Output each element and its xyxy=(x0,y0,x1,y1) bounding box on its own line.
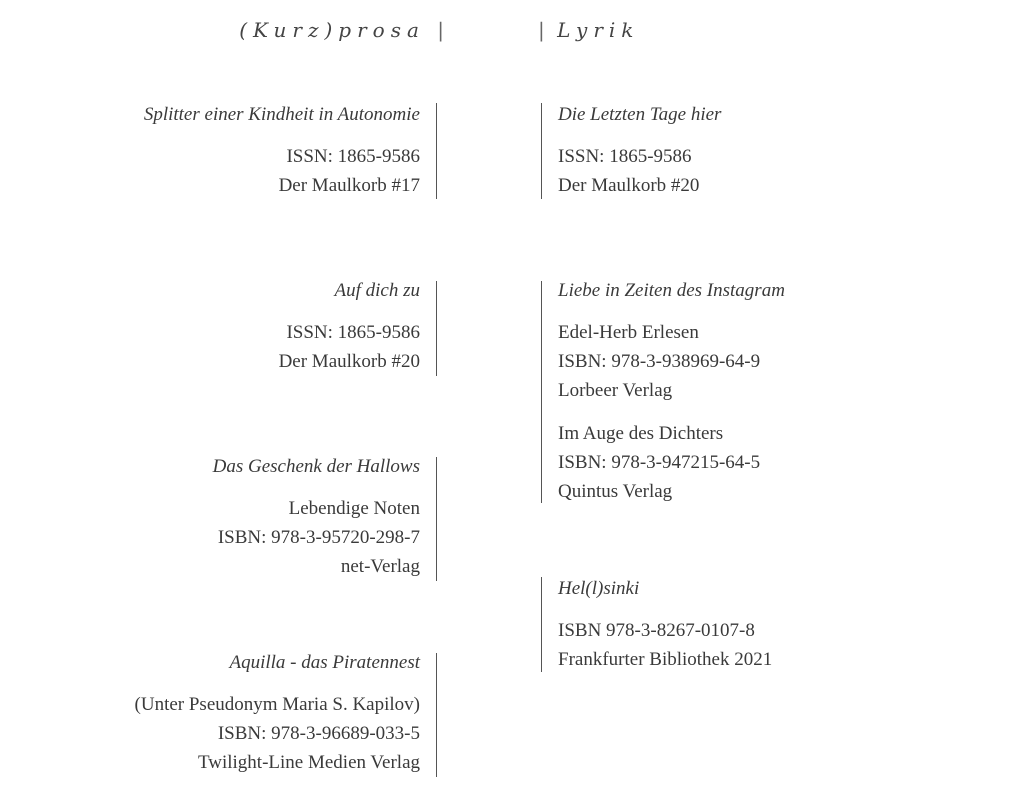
entry-line: ISBN: 978-3-96689-033-5 xyxy=(217,723,420,744)
lyrik-entry xyxy=(558,100,721,200)
entry-title: Liebe in Zeiten des Instagram xyxy=(558,280,785,301)
entry-title: Das Geschenk der Hallows xyxy=(212,456,420,477)
entry-title: Aquilla - das Piratennest xyxy=(229,652,420,673)
entry-line: (Unter Pseudonym Maria S. Kapilov) xyxy=(134,694,420,715)
entry-line: ISBN: 978-3-95720-298-7 xyxy=(217,527,420,548)
divider-line xyxy=(436,653,437,777)
header-lyrik-label: Lyrik xyxy=(557,18,640,42)
lyrik-entry xyxy=(558,574,772,674)
prosa-entry xyxy=(279,276,420,376)
entry-line: Edel-Herb Erlesen xyxy=(558,322,699,343)
entry-line: ISBN: 978-3-938969-64-9 xyxy=(558,351,761,372)
entry-line: ISBN: 978-3-947215-64-5 xyxy=(558,452,761,473)
header-divider-bar: | xyxy=(437,18,444,42)
header-kurzprosa-label: (Kurz)prosa xyxy=(239,18,425,42)
entry-line: ISSN: 1865-9586 xyxy=(558,146,692,167)
lyrik-entry xyxy=(558,276,785,506)
entry-title: Hel(l)sinki xyxy=(558,578,640,599)
entry-line: Lebendige Noten xyxy=(288,498,420,519)
group-gap xyxy=(558,405,785,419)
entry-title: Splitter einer Kindheit in Autonomie xyxy=(143,104,420,125)
divider-line xyxy=(541,577,542,672)
entry-title: Die Letzten Tage hier xyxy=(558,104,722,125)
entry-line: Twilight-Line Medien Verlag xyxy=(197,752,420,773)
entry-line: Quintus Verlag xyxy=(558,481,673,502)
entry-title: Auf dich zu xyxy=(334,280,420,301)
header-kurzprosa xyxy=(239,18,444,42)
prosa-entry xyxy=(213,452,420,581)
entry-line: Frankfurter Bibliothek 2021 xyxy=(558,649,773,670)
divider-line xyxy=(436,103,437,199)
divider-line xyxy=(436,281,437,376)
divider-line xyxy=(541,281,542,503)
entry-line: Der Maulkorb #20 xyxy=(278,351,420,372)
entry-line: Im Auge des Dichters xyxy=(558,423,724,444)
entry-line: net-Verlag xyxy=(340,556,420,577)
divider-line xyxy=(436,457,437,581)
entry-line: ISBN 978-3-8267-0107-8 xyxy=(558,620,755,641)
entry-line: ISSN: 1865-9586 xyxy=(286,146,420,167)
entry-line: Der Maulkorb #17 xyxy=(278,175,420,196)
divider-line xyxy=(541,103,542,199)
entry-line: Der Maulkorb #20 xyxy=(558,175,700,196)
header-divider-bar: | xyxy=(538,18,545,42)
header-lyrik xyxy=(538,18,639,42)
entry-line: ISSN: 1865-9586 xyxy=(286,322,420,343)
prosa-entry xyxy=(144,100,420,200)
entry-line: Lorbeer Verlag xyxy=(558,380,673,401)
prosa-entry xyxy=(135,648,420,777)
